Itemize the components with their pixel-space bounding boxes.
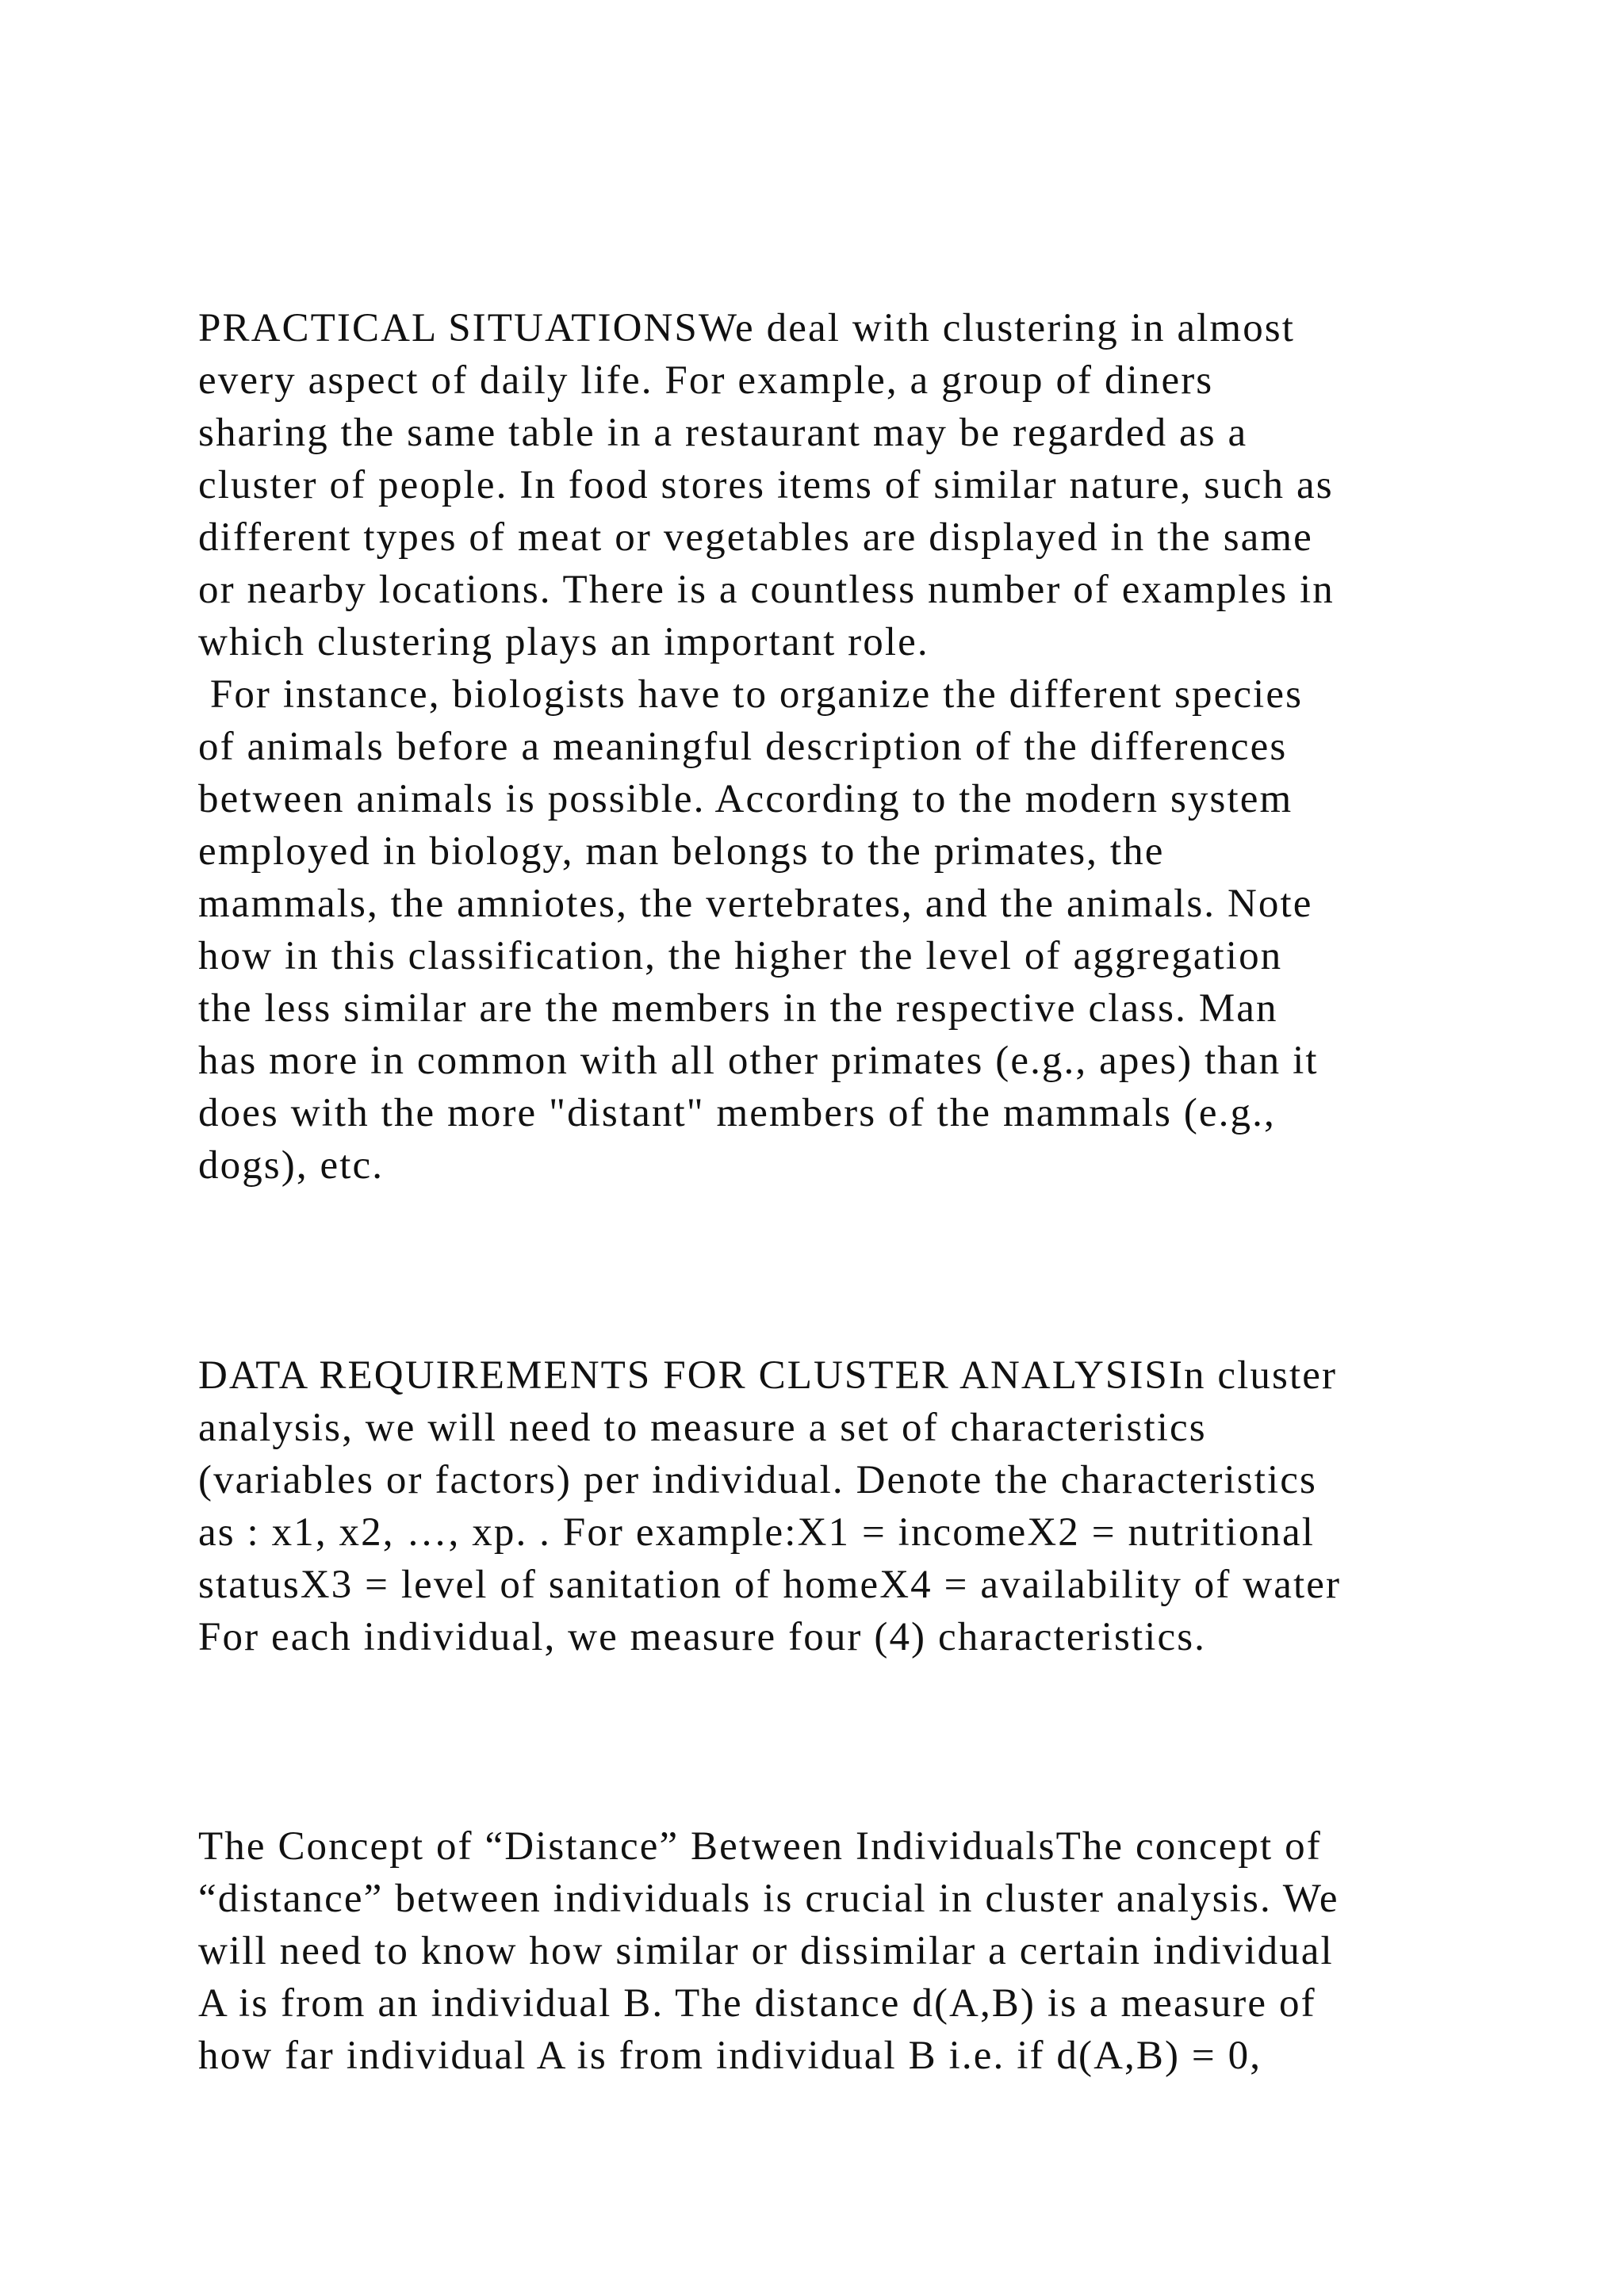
text-line: has more in common with all other primates (e.g., apes) than it [198,1039,1319,1083]
text-line: For instance, biologists have to organize the different species [198,672,1304,717]
text-line: or nearby locations. There is a countless number of examples in [198,568,1335,612]
text-line: how in this classification, the higher the level of aggregation [198,934,1283,978]
text-line: “distance” between individuals is crucial in cluster analysis. We [198,1877,1339,1921]
text-line: A is from an individual B. The distance d(A,B) is a measure of [198,1981,1316,2026]
text-line: (variables or factors) per individual. Denote the characteristics [198,1458,1317,1502]
text-line: The Concept of “Distance” Between IndividualsThe concept of [198,1824,1322,1869]
text-line: will need to know how similar or dissimilar a certain individual [198,1929,1334,1973]
text-line: statusX3 = level of sanitation of homeX4 = availability of water [198,1563,1342,1607]
text-line: employed in biology, man belongs to the primates, the [198,829,1165,874]
text-line: how far individual A is from individual B i.e. if d(A,B) = 0, [198,2034,1262,2078]
text-line: the less similar are the members in the respective class. Man [198,986,1278,1031]
text-line: DATA REQUIREMENTS FOR CLUSTER ANALYSISIn cluster [198,1353,1338,1398]
text-line: does with the more "distant" members of the mammals (e.g., [198,1091,1276,1135]
text-line: which clustering plays an important role. [198,620,929,664]
text-line: cluster of people. In food stores items of similar nature, such as [198,463,1334,507]
text-line: For each individual, we measure four (4) characteristics. [198,1615,1206,1659]
text-line: every aspect of daily life. For example, a group of diners [198,358,1214,403]
text-line: analysis, we will need to measure a set of characteristics [198,1406,1207,1450]
text-line: of animals before a meaningful description of the differences [198,725,1288,769]
text-line: PRACTICAL SITUATIONSWe deal with clustering in almost [198,306,1296,350]
text-line: different types of meat or vegetables are displayed in the same [198,515,1313,560]
text-line: as : x1, x2, …, xp. . For example:X1 = incomeX2 = nutritional [198,1510,1316,1555]
text-line: dogs), etc. [198,1143,385,1188]
text-line: between animals is possible. According to the modern system [198,777,1293,821]
text-line: mammals, the amniotes, the vertebrates, and the animals. Note [198,882,1313,926]
text-line: sharing the same table in a restaurant may be regarded as a [198,411,1248,455]
